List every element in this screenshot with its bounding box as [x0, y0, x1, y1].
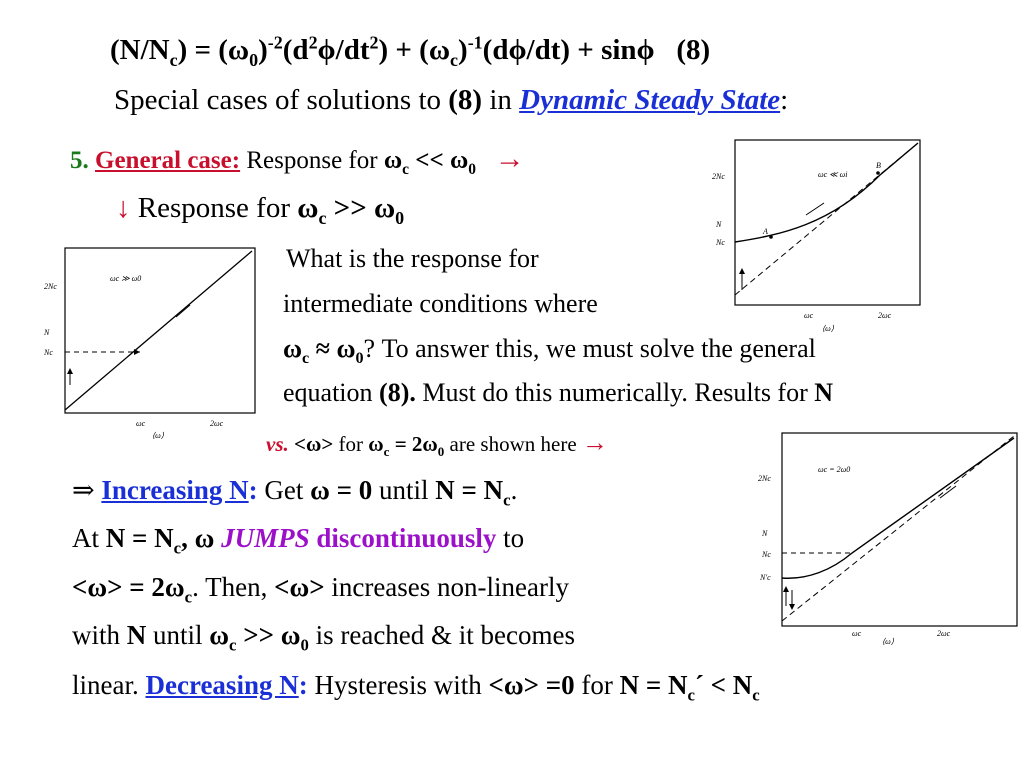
condition-label: ωc ≫ ω0 — [110, 274, 142, 283]
main-equation: $(N/N_c) = (\omega_0)^{-2}(d^2\phi/dt^2) + (\omega_c)^{-1}(d\phi/dt) + \sin\phi$ (8) — [110, 32, 711, 70]
x-axis-label: ⟨ω⟩ — [152, 431, 164, 440]
question-line-4: equation (8). Must do this numerically. Results for N — [283, 378, 834, 407]
point-b — [876, 171, 880, 175]
response-line — [65, 251, 252, 410]
y-label-2nc: 2Nc — [712, 172, 725, 181]
y-label-n: N — [762, 529, 768, 538]
point-a-label: A — [763, 227, 768, 236]
body-line-1: ⇒ Increasing N: Get ω = 0 until $N = N_c$. — [72, 475, 518, 510]
y-label-nc: Nc — [44, 348, 53, 357]
arrow-marker — [940, 486, 956, 498]
figure-low-frequency — [700, 135, 925, 335]
x-label-wc: ωc — [136, 419, 146, 428]
y-label-nc: Nc — [716, 238, 725, 247]
body-line-5: linear. Decreasing N: Hysteresis with <ω> =0 for $N = N_c´ < N_c$ — [72, 670, 760, 705]
question-line-5: vs. <ω> for $\omega_c = 2\omega_0$ are shown here → — [266, 428, 608, 460]
figure-high-frequency-plot — [30, 245, 260, 440]
right-arrow-icon — [134, 349, 140, 355]
figure-low-frequency-plot — [700, 135, 925, 335]
response-high-line: ↓ Response for $\omega_c >> \omega_0$ — [116, 192, 405, 228]
condition-label: ωc ≪ ωi — [818, 170, 848, 179]
general-case-label: General case: — [95, 147, 241, 174]
subtitle: Special cases of solutions to (8) in Dynamic Steady State: — [114, 84, 789, 116]
down-arrow-icon — [789, 604, 795, 610]
arrow-marker — [176, 305, 190, 317]
right-arrow-icon: → — [494, 142, 525, 175]
figure-intermediate-plot — [752, 430, 1022, 645]
up-arrow-icon — [67, 368, 73, 374]
body-line-2: At $N = N_c$, ω JUMPS discontinuously to — [72, 523, 525, 558]
x-axis-label: ⟨ω⟩ — [822, 324, 834, 333]
y-label-n: N — [44, 328, 50, 337]
x-axis-label: ⟨ω⟩ — [882, 637, 894, 645]
x-label-2wc: 2ωc — [878, 311, 892, 320]
point-b-label: B — [876, 161, 881, 170]
arrow-marker — [806, 203, 824, 215]
y-label-nc-prime: N′c — [760, 573, 771, 582]
question-line-1: What is the response for — [286, 244, 539, 273]
question-line-3: $\omega_c \approx \omega_0$? To answer this, we must solve the general — [283, 334, 816, 368]
dynamic-steady-state-link[interactable]: Dynamic Steady State — [519, 84, 781, 116]
right-arrow-icon: → — [581, 428, 608, 457]
response-curve — [782, 438, 1014, 578]
condition-label: ωc = 2ω0 — [818, 465, 851, 474]
down-arrow-icon: ↓ — [116, 192, 131, 224]
y-label-n: N — [716, 220, 722, 229]
body-line-3: $<\omega> = 2\omega_c$. Then, <ω> increases non-linearly — [72, 572, 569, 607]
question-line-2: intermediate conditions where — [283, 289, 598, 318]
decreasing-n-label: Decreasing N — [145, 670, 299, 700]
body-line-4: with N until $\omega_c >> \omega_0$ is reached & it becomes — [72, 620, 576, 655]
general-case-line: 5. General case: Response for $\omega_c << \omega_0$ → — [70, 142, 525, 178]
up-arrow-icon — [783, 586, 789, 592]
increasing-n-label: Increasing N — [101, 475, 249, 505]
dashed-asymptote — [782, 436, 1014, 621]
y-label-nc: Nc — [762, 550, 771, 559]
figure-intermediate — [752, 430, 1022, 645]
x-label-2wc: 2ωc — [937, 629, 951, 638]
x-label-wc: ωc — [852, 629, 862, 638]
point-a — [769, 235, 773, 239]
x-label-wc: ωc — [804, 311, 814, 320]
y-label-2nc: 2Nc — [44, 282, 57, 291]
figure-high-frequency — [30, 245, 260, 440]
up-arrow-icon — [739, 268, 745, 274]
y-label-2nc: 2Nc — [758, 474, 771, 483]
x-label-2wc: 2ωc — [210, 419, 224, 428]
